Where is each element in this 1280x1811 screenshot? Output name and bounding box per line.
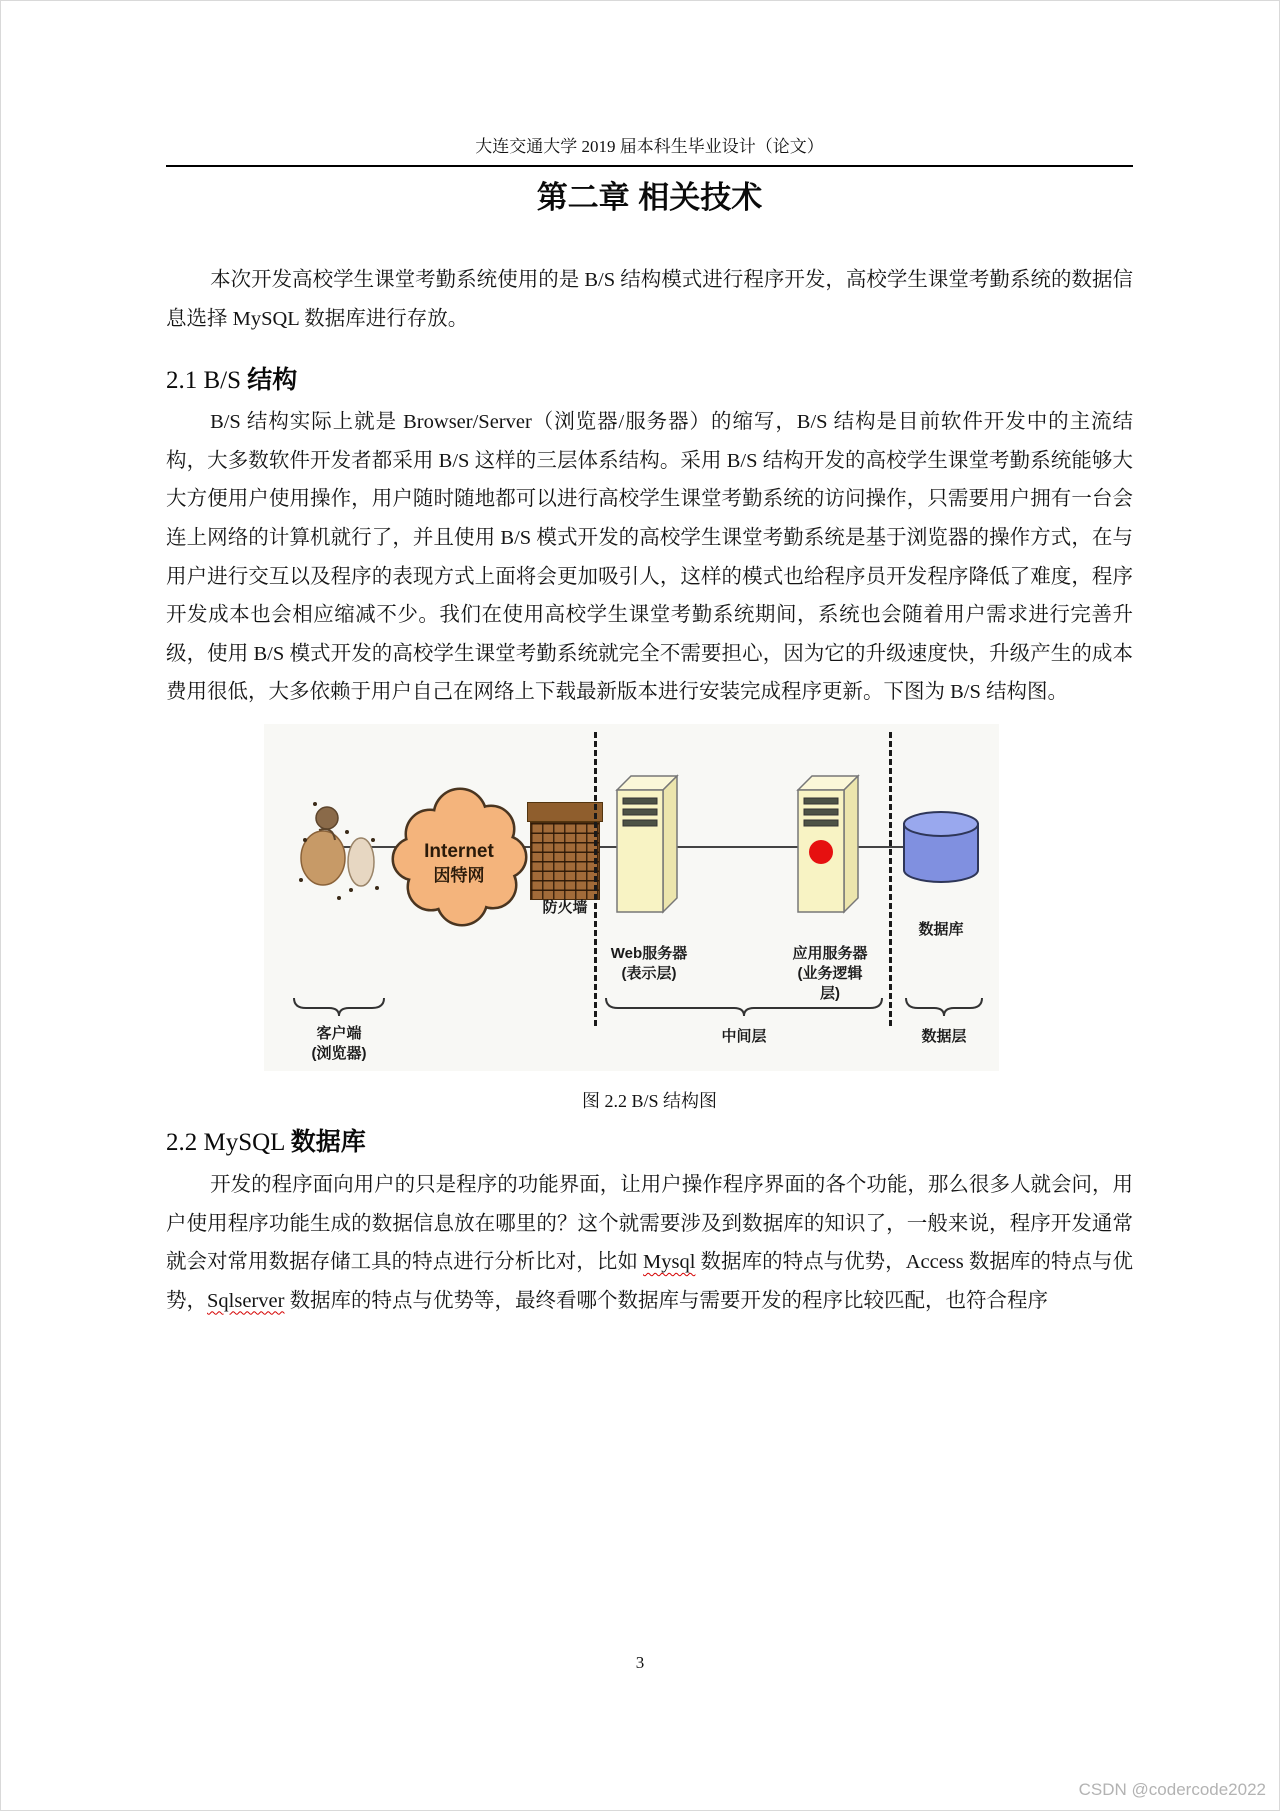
section-2-1-number: 2.1 B/S bbox=[166, 367, 248, 395]
paragraph-text: 数据库的特点与优势等，最终看哪个数据库与需要开发的程序比较匹配，也符合程序 bbox=[284, 1289, 1049, 1312]
bs-structure-diagram bbox=[264, 724, 999, 1071]
misspelled-term-sqlserver: Sqlserver bbox=[207, 1289, 285, 1312]
data-tier-label: 数据层 bbox=[921, 1027, 967, 1045]
cloud-label-en: Internet bbox=[424, 840, 494, 862]
web-server-label bbox=[586, 944, 712, 984]
section-2-1-heading bbox=[166, 363, 1133, 398]
middle-tier-brace bbox=[604, 996, 884, 1023]
section-2-1-title: 结构 bbox=[247, 366, 298, 395]
misspelled-term-mysql: Mysql bbox=[643, 1251, 696, 1274]
web-server-label-line2: (表示层) bbox=[621, 964, 677, 982]
paragraph-text: 数据库的特点与优势，Access 数据库的特点与优势， bbox=[166, 1251, 1134, 1312]
paragraph-text: 开发的程序面向用户的只是程序的功能界面，让用户操作程序界面的各个功能，那么很多人就会问，用户使用程序功能生成的数据信息放在哪里的？这个就需要涉及到数据库的知识了，一般来说，程序开发通常就会对常用数据存储工具的特点进行分析比对，比如 bbox=[166, 1173, 1133, 1274]
firewall-bricks bbox=[530, 822, 600, 900]
watermark: CSDN @codercode2022 bbox=[1078, 1780, 1266, 1799]
chapter-title: 第二章 相关技术 bbox=[536, 180, 763, 215]
section-2-2-title: 数据库 bbox=[290, 1127, 366, 1156]
internet-cloud-icon bbox=[390, 779, 528, 939]
running-header: 大连交通大学 2019 届本科生毕业设计（论文） bbox=[475, 137, 824, 156]
database-cylinder-icon bbox=[901, 810, 981, 893]
page-number: 3 bbox=[635, 1653, 645, 1672]
data-tier-brace bbox=[904, 996, 984, 1023]
firewall-label: 防火墙 bbox=[542, 898, 588, 916]
web-server-label-line1: Web服务器 bbox=[610, 944, 688, 962]
client-user-icon bbox=[289, 796, 387, 909]
status-dot bbox=[809, 840, 833, 864]
firewall-cap bbox=[527, 802, 603, 822]
header-rule bbox=[166, 165, 1133, 167]
figure-caption: 图 2.2 B/S 结构图 bbox=[581, 1090, 718, 1111]
cloud-label-cn: 因特网 bbox=[433, 865, 485, 885]
database-label: 数据库 bbox=[918, 920, 964, 938]
firewall-icon bbox=[527, 802, 603, 900]
client-tier-label bbox=[274, 1024, 404, 1064]
client-tier-label-line1: 客户端 bbox=[316, 1024, 362, 1042]
web-server-icon bbox=[615, 774, 679, 921]
app-server-label-line3: 层) bbox=[820, 984, 840, 1002]
intro-paragraph: 本次开发高校学生课堂考勤系统使用的是 B/S 结构模式进行程序开发，高校学生课堂考勤系统的数据信息选择 MySQL 数据库进行存放。 bbox=[166, 269, 1133, 330]
middle-tier-label: 中间层 bbox=[721, 1027, 767, 1045]
section-2-2-paragraph bbox=[166, 1166, 1133, 1320]
page-content bbox=[166, 137, 1133, 1320]
client-tier-label-line2: (浏览器) bbox=[311, 1044, 367, 1062]
app-server-label-line2: (业务逻辑 bbox=[797, 964, 863, 982]
application-server-icon bbox=[796, 774, 860, 921]
client-tier-brace bbox=[292, 996, 386, 1023]
section-2-1-paragraph: B/S 结构实际上就是 Browser/Server（浏览器/服务器）的缩写，B/S 结构是目前软件开发中的主流结构，大多数软件开发者都采用 B/S 这样的三层体系结构。采用 B/S 结构开发的高校学生课堂考勤系统能够大大方便用户使用操作，用户随时随地都可以进行高校学生课堂考勤系统的访问操作，只需要用户拥有一台会连上网络的计算机就行了，并且使用 B/S 模式开发的高校学生课堂考勤系统是基于浏览器的操作方式，在与用户进行交互以及程序的表现方式上面将会更加吸引人，这样的模式也给程序员开发程序降低了难度，程序开发成本也会相应缩减不少。我们在使用高校学生课堂考勤系统期间，系统也会随着用户需求进行完善升级，使用 B/S 模式开发的高校学生课堂考勤系统就完全不需要担心，因为它的升级速度快，升级产生的成本费用很低，大多依赖于用户自己在网络上下载最新版本进行安装完成程序更新。下图为 B/S 结构图。 bbox=[166, 411, 1133, 704]
app-server-label-line1: 应用服务器 bbox=[792, 944, 868, 962]
application-server-label bbox=[764, 944, 896, 1004]
section-2-2-heading bbox=[166, 1125, 1133, 1160]
section-2-2-number: 2.2 MySQL bbox=[166, 1128, 291, 1156]
